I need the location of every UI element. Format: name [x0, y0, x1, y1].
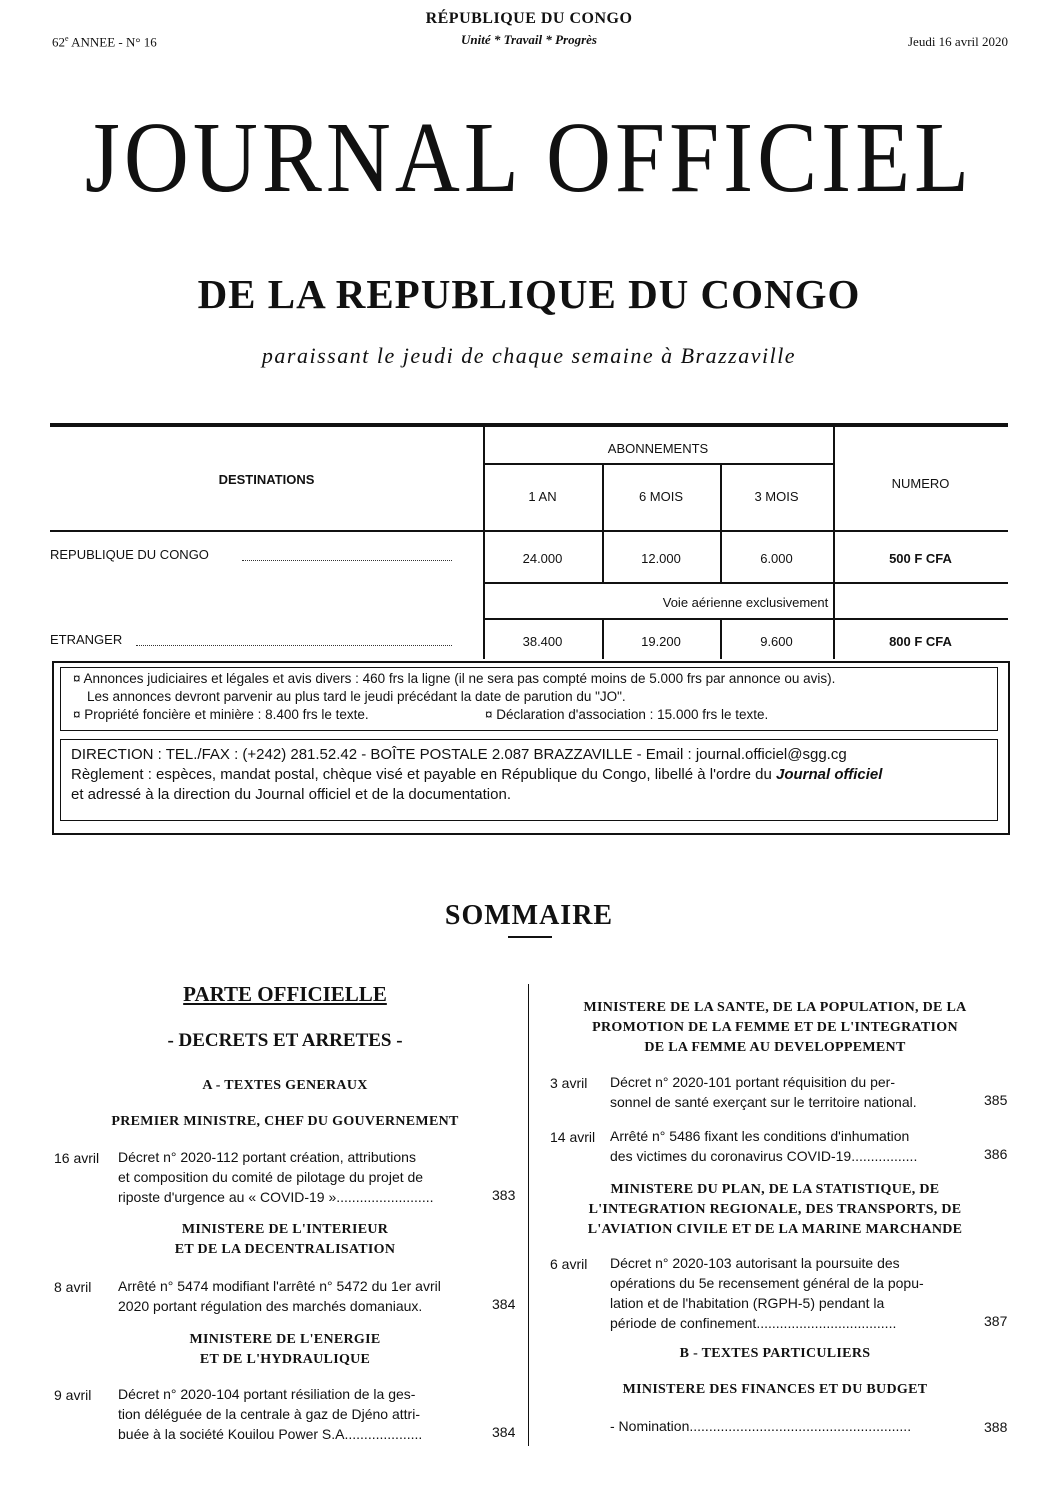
col-numero: NUMERO	[891, 476, 950, 491]
republic-name: RÉPUBLIQUE DU CONGO	[425, 10, 633, 27]
entry-page: 384	[492, 1424, 516, 1440]
price-etranger-1an: 38.400	[522, 634, 563, 649]
entry-date: 3 avril	[550, 1075, 588, 1091]
notices-box	[52, 661, 1010, 835]
entry-page: 383	[492, 1187, 516, 1203]
direction-panel	[60, 739, 998, 821]
entry-text: Arrêté n° 5474 modifiant l'arrêté n° 5472 du 1er avril 2020 portant régulation des marchés domaniaux.	[118, 1278, 441, 1314]
sommaire-underline	[508, 936, 552, 938]
partie-officielle-heading: PARTE OFFICIELLE	[183, 982, 387, 1006]
rate-line-propriete: ¤ Propriété foncière et minière : 8.400 frs le texte.	[73, 707, 369, 722]
price-etranger-numero: 800 F CFA	[889, 634, 952, 649]
entry-date: 6 avril	[550, 1256, 588, 1272]
reglement-line-2: et adressé à la direction du Journal officiel et de la documentation.	[71, 786, 511, 803]
entry-date: 16 avril	[54, 1150, 100, 1166]
price-congo-3mois: 6.000	[760, 551, 793, 566]
rate-line-annonces: ¤ Annonces judiciaires et légales et avis divers : 460 frs la ligne (il ne sera pas compté moins de 5.000 frs par annonce ou avis).	[73, 671, 836, 686]
motto: Unité * Travail * Progrès	[460, 32, 597, 47]
ministry-premier-ministre: PREMIER MINISTRE, CHEF DU GOUVERNEMENT	[111, 1114, 459, 1129]
abonnements-header: ABONNEMENTS	[607, 441, 709, 456]
row-label-etranger: ETRANGER	[50, 632, 123, 647]
entry-text: Décret n° 2020-104 portant résiliation de la ges- tion déléguée de la centrale à gaz de Djéno attri- buée à la société Kouilou Power S.A....................	[118, 1386, 423, 1442]
col-3mois: 3 MOIS	[754, 489, 799, 504]
rate-line-deadline: Les annonces devront parvenir au plus tard le jeudi précédant la date de parution du "JO".	[87, 689, 626, 704]
issue-date: Jeudi 16 avril 2020	[907, 34, 1008, 49]
rate-line-association: ¤ Déclaration d'association : 15.000 frs le texte.	[485, 707, 769, 722]
row-label-congo: REPUBLIQUE DU CONGO	[50, 547, 209, 562]
voie-aerienne: Voie aérienne exclusivement	[662, 595, 829, 610]
price-etranger-3mois: 9.600	[760, 634, 793, 649]
subscription-table	[50, 423, 1008, 659]
price-etranger-6mois: 19.200	[641, 634, 681, 649]
ministry-sante: MINISTERE DE LA SANTE, DE LA POPULATION, DE LA PROMOTION DE LA FEMME ET DE L'INTEGRATION DE LA FEMME AU DEVELOPPEMENT	[583, 1000, 967, 1055]
entry-text: - Nomination.........................................................	[610, 1418, 912, 1434]
entry-text: Décret n° 2020-103 autorisant la poursuite des opérations du 5e recensement général de la popu- lation et de l'habitation (RGPH-5) pendant la période de confinement....................................	[610, 1255, 924, 1331]
issue-number: 62e ANNEE - N° 16	[52, 34, 157, 50]
direction-contact: DIRECTION : TEL./FAX : (+242) 281.52.42 - BOÎTE POSTALE 2.087 BRAZZAVILLE - Email : journal.officiel@sgg.cg	[71, 746, 847, 763]
entry-text: Décret n° 2020-101 portant réquisition du per- sonnel de santé exerçant sur le territoire national.	[610, 1074, 917, 1110]
entry-date: 14 avril	[550, 1129, 596, 1145]
reglement-line: Règlement : espèces, mandat postal, chèque visé et payable en République du Congo, libellé à l'ordre du Journal officiel	[71, 766, 883, 783]
col-6mois: 6 MOIS	[638, 489, 684, 504]
ministry-interieur: MINISTERE DE L'INTERIEUR ET DE LA DECENTRALISATION	[174, 1222, 396, 1257]
textes-particuliers-heading: B - TEXTES PARTICULIERS	[679, 1346, 871, 1361]
price-congo-numero: 500 F CFA	[889, 551, 952, 566]
col-1an: 1 AN	[528, 489, 557, 504]
ministry-plan: MINISTERE DU PLAN, DE LA STATISTIQUE, DE L'INTEGRATION REGIONALE, DES TRANSPORTS, DE L'AVIATION CIVILE ET DE LA MARINE MARCHANDE	[587, 1182, 963, 1237]
column-separator	[528, 984, 529, 1446]
destinations-header: DESTINATIONS	[218, 472, 315, 487]
entry-page: 388	[984, 1419, 1008, 1435]
entry-date: 9 avril	[54, 1387, 92, 1403]
entry-page: 385	[984, 1092, 1008, 1108]
entry-page: 386	[984, 1146, 1008, 1162]
entry-text: Arrêté n° 5486 fixant les conditions d'inhumation des victimes du coronavirus COVID-19.................	[610, 1128, 918, 1164]
entry-text: Décret n° 2020-112 portant création, attributions et composition du comité de pilotage du projet de riposte d'urgence au « COVID-19 ».........................	[118, 1149, 434, 1205]
publication-tagline: paraissant le jeudi de chaque semaine à Brazzaville	[261, 343, 797, 368]
rates-panel	[60, 667, 998, 731]
journal-title: JOURNAL OFFICIEL	[84, 102, 974, 214]
ministry-energie: MINISTERE DE L'ENERGIE ET DE L'HYDRAULIQUE	[189, 1332, 381, 1367]
journal-subtitle: DE LA REPUBLIQUE DU CONGO	[197, 271, 861, 317]
entry-page: 387	[984, 1313, 1008, 1329]
decrets-heading: - DECRETS ET ARRETES -	[167, 1030, 403, 1051]
price-congo-1an: 24.000	[522, 551, 563, 566]
entry-date: 8 avril	[54, 1279, 92, 1295]
entry-page: 384	[492, 1296, 516, 1312]
textes-generaux-heading: A - TEXTES GENERAUX	[202, 1078, 368, 1093]
ministry-finances: MINISTERE DES FINANCES ET DU BUDGET	[622, 1382, 928, 1397]
price-congo-6mois: 12.000	[641, 551, 681, 566]
sommaire-title: SOMMAIRE	[444, 900, 614, 931]
